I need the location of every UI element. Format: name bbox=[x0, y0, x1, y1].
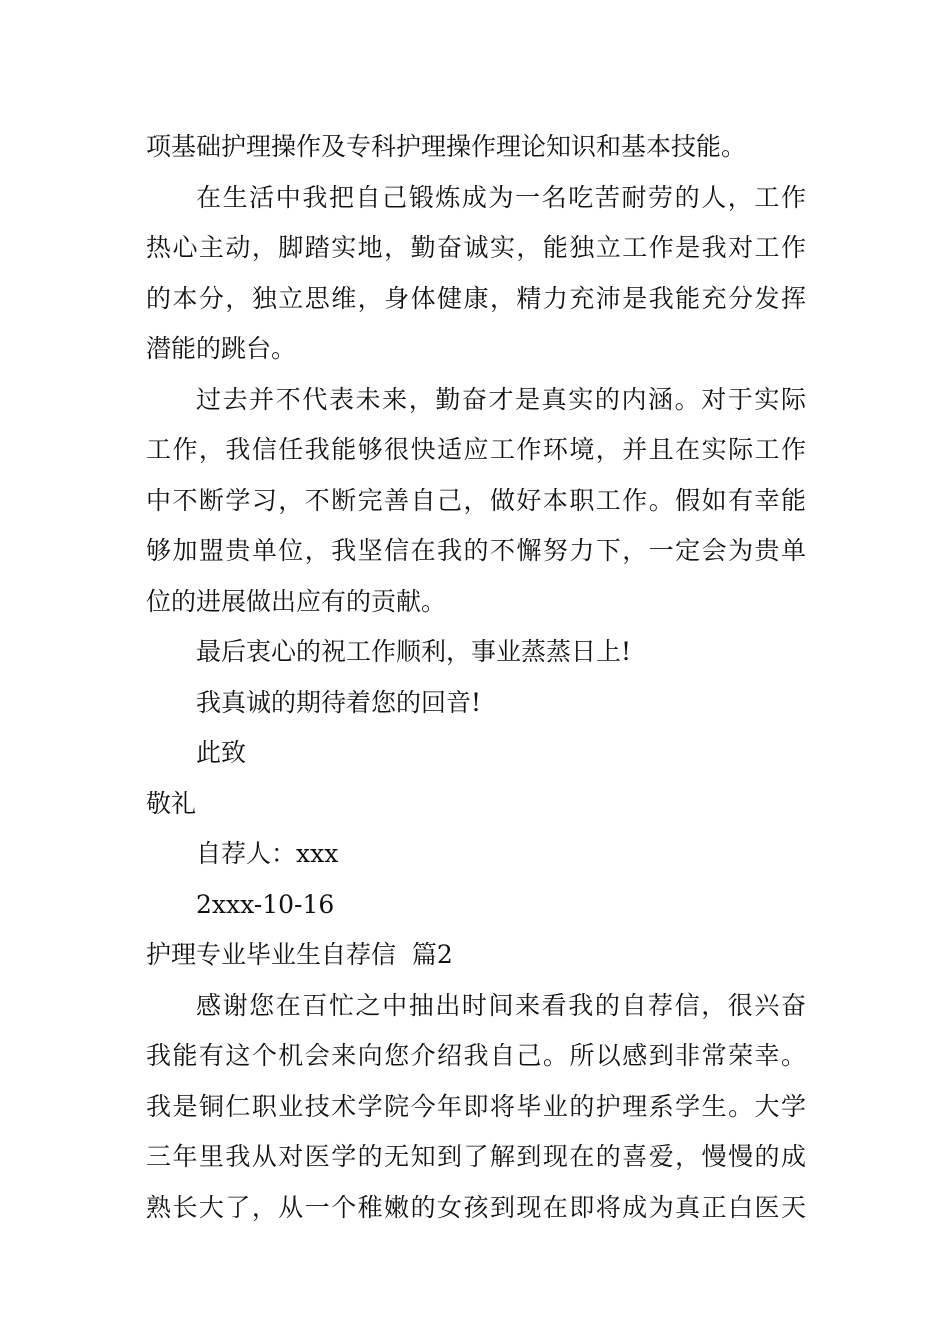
text-line: 过去并不代表未来，勤奋才是真实的内涵。对于实际 bbox=[196, 384, 806, 414]
text-line: 熟长大了，从一个稚嫩的女孩到现在即将成为真正白医天 bbox=[146, 1192, 806, 1222]
text-line: 我真诚的期待着您的回音! bbox=[196, 687, 482, 717]
text-line: 的本分，独立思维，身体健康，精力充沛是我能充分发挥 bbox=[146, 283, 806, 313]
text-line: 我能有这个机会来向您介绍我自己。所以感到非常荣幸。 bbox=[146, 1041, 806, 1070]
text-line: 我是铜仁职业技术学院今年即将毕业的护理系学生。大学 bbox=[146, 1091, 806, 1121]
text-line: 位的进展做出应有的贡献。 bbox=[146, 586, 447, 616]
section-heading: 护理专业毕业生自荐信 篇2 bbox=[146, 940, 453, 969]
text-line: 热心主动，脚踏实地，勤奋诚实，能独立工作是我对工作 bbox=[146, 233, 806, 262]
closing-greeting: 此致 bbox=[196, 738, 247, 767]
text-line: 够加盟贵单位，我坚信在我的不懈努力下，一定会为贵单 bbox=[146, 536, 806, 565]
text-line: 中不断学习，不断完善自己，做好本职工作。假如有幸能 bbox=[146, 485, 806, 515]
text-line: 在生活中我把自己锻炼成为一名吃苦耐劳的人，工作 bbox=[196, 182, 806, 212]
text-line: 最后衷心的祝工作顺利，事业蒸蒸日上! bbox=[196, 637, 632, 666]
letter-body bbox=[146, 122, 806, 1233]
closing-salute: 敬礼 bbox=[146, 788, 197, 818]
text-line: 感谢您在百忙之中抽出时间来看我的自荐信，很兴奋 bbox=[196, 990, 806, 1020]
text-line: 潜能的跳台。 bbox=[146, 334, 297, 363]
text-line: 项基础护理操作及专科护理操作理论知识和基本技能。 bbox=[146, 132, 747, 161]
signature: 自荐人：xxx bbox=[196, 839, 339, 868]
text-line: 三年里我从对医学的无知到了解到现在的喜爱，慢慢的成 bbox=[146, 1142, 806, 1171]
text-line: 工作，我信任我能够很快适应工作环境，并且在实际工作 bbox=[146, 435, 806, 464]
date: 2xxx-10-16 bbox=[196, 889, 335, 919]
